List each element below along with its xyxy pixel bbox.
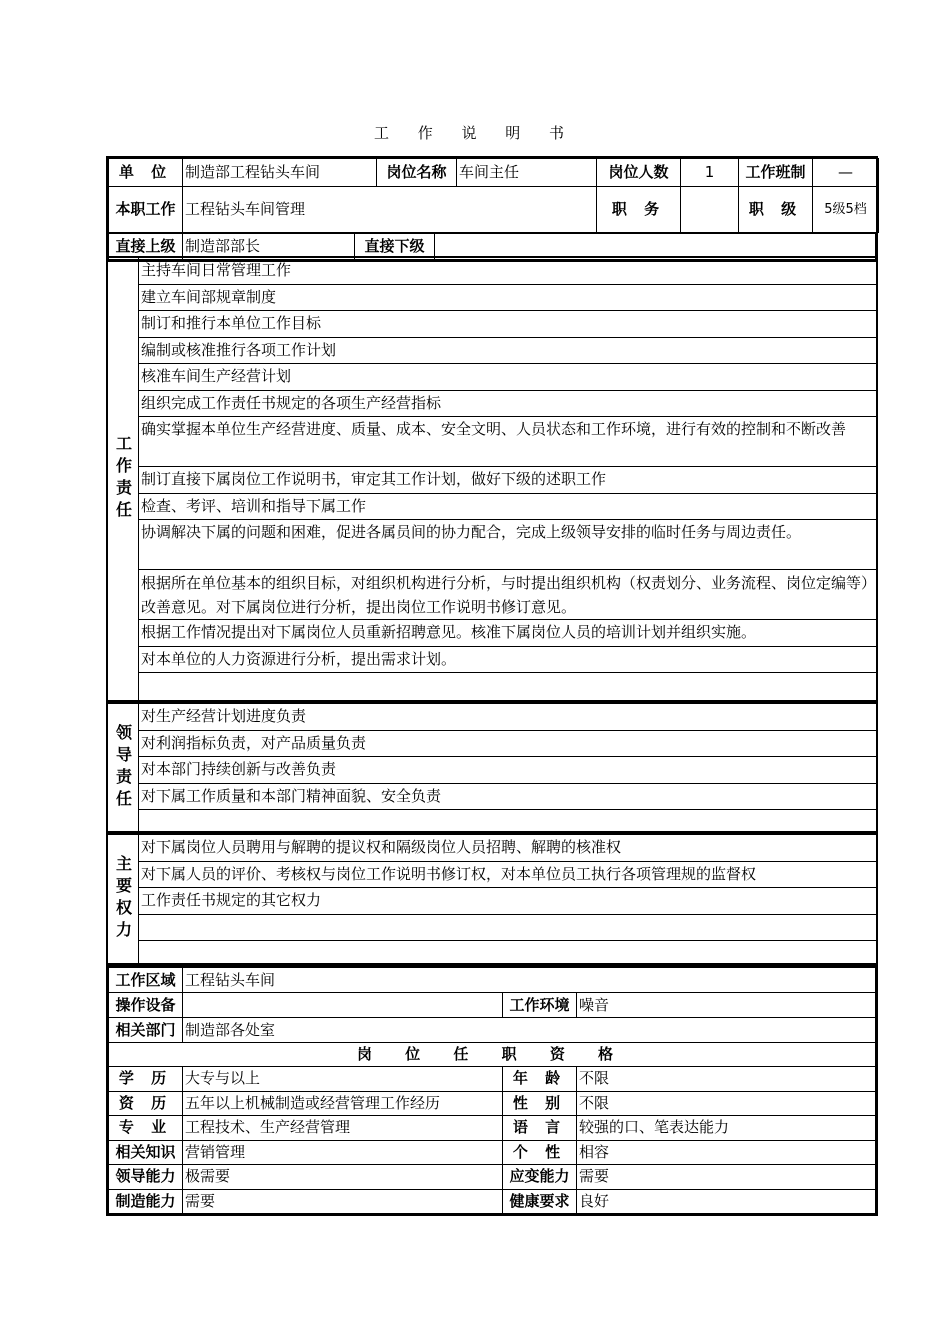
- qual-value: 需要: [577, 1165, 876, 1190]
- qual-label: 应变能力: [503, 1165, 577, 1190]
- equipment-value: [183, 993, 503, 1018]
- list-item: 对下属人员的评价、考核权与岗位工作说明书修订权，对本单位员工执行各项管理规的监督权: [139, 862, 876, 889]
- qual-label: 学 历: [109, 1067, 183, 1092]
- job-value: 工程钻头车间管理: [183, 187, 597, 233]
- headcount-value: 1: [681, 159, 739, 187]
- list-item: 组织完成工作责任书规定的各项生产经营指标: [139, 391, 876, 418]
- superior-value: 制造部部长: [183, 234, 355, 260]
- qual-value: 良好: [577, 1189, 876, 1214]
- list-item: 对本部门持续创新与改善负责: [139, 757, 876, 784]
- qual-label: 领导能力: [109, 1165, 183, 1190]
- list-item: [139, 941, 876, 968]
- list-item: 制订直接下属岗位工作说明书，审定其工作计划，做好下级的述职工作: [139, 467, 876, 494]
- list-item: 根据所在单位基本的组织目标，对组织机构进行分析，与时提出组织机构（权责划分、业务流程、岗位定编等）改善意见。对下属岗位进行分析，提出岗位工作说明书修订意见。: [139, 570, 876, 620]
- qual-value: 营销管理: [183, 1140, 503, 1165]
- qual-label: 性 别: [503, 1091, 577, 1116]
- authority-block: [106, 833, 878, 965]
- qual-label: 个 性: [503, 1140, 577, 1165]
- post-name-label: 岗位名称: [377, 159, 457, 187]
- job-label: 本职工作: [109, 187, 183, 233]
- qual-label: 制造能力: [109, 1189, 183, 1214]
- superior-label: 直接上级: [109, 234, 183, 260]
- list-item: 根据工作情况提出对下属岗位人员重新招聘意见。核准下属岗位人员的培训计划并组织实施。: [139, 620, 876, 647]
- dept-value: 制造部各处室: [183, 1018, 876, 1043]
- qual-label: 健康要求: [503, 1189, 577, 1214]
- list-item: 工作责任书规定的其它权力: [139, 888, 876, 915]
- list-item: 检查、考评、培训和指导下属工作: [139, 494, 876, 521]
- list-item: [139, 673, 876, 700]
- list-item: 对本单位的人力资源进行分析，提出需求计划。: [139, 647, 876, 674]
- list-item: 主持车间日常管理工作: [139, 258, 876, 285]
- env-value: 噪音: [577, 993, 876, 1018]
- post-name-value: 车间主任: [457, 159, 597, 187]
- qual-value: 较强的口、笔表达能力: [577, 1116, 876, 1141]
- leadership-list: [139, 704, 876, 837]
- dept-label: 相关部门: [109, 1018, 183, 1043]
- qual-value: 五年以上机械制造或经营管理工作经历: [183, 1091, 503, 1116]
- qual-label: 年 龄: [503, 1067, 577, 1092]
- environment-table: [108, 967, 876, 1214]
- env-label: 工作环境: [503, 993, 577, 1018]
- headcount-label: 岗位人数: [597, 159, 681, 187]
- list-item: 确实掌握本单位生产经营进度、质量、成本、安全文明、人员状态和工作环境，进行有效的控制和不断改善: [139, 417, 876, 467]
- area-label: 工作区域: [109, 968, 183, 993]
- list-item: 制订和推行本单位工作目标: [139, 311, 876, 338]
- header-table: [108, 158, 879, 233]
- qual-label: 相关知识: [109, 1140, 183, 1165]
- qual-label: 语 言: [503, 1116, 577, 1141]
- qual-value: 工程技术、生产经营管理: [183, 1116, 503, 1141]
- list-item: 对下属工作质量和本部门精神面貌、安全负责: [139, 784, 876, 811]
- shift-value: —: [813, 159, 879, 187]
- qual-label: 资 历: [109, 1091, 183, 1116]
- header-block: [106, 156, 878, 262]
- qual-value: 不限: [577, 1091, 876, 1116]
- grade-value: 5级5档: [813, 187, 879, 233]
- unit-label: 单 位: [109, 159, 183, 187]
- responsibilities-label: 工作责任: [108, 258, 139, 700]
- shift-label: 工作班制: [739, 159, 813, 187]
- list-item: [139, 915, 876, 942]
- qual-value: 相容: [577, 1140, 876, 1165]
- subordinate-label: 直接下级: [355, 234, 435, 260]
- leadership-label: 领导责任: [108, 704, 139, 831]
- list-item: 核准车间生产经营计划: [139, 364, 876, 391]
- list-item: 编制或核准推行各项工作计划: [139, 338, 876, 365]
- responsibilities-block: [106, 256, 878, 702]
- list-item: 对利润指标负责，对产品质量负责: [139, 731, 876, 758]
- qual-value: 大专与以上: [183, 1067, 503, 1092]
- qualifications-heading: 岗 位 任 职 资 格: [109, 1043, 876, 1067]
- environment-block: [106, 965, 878, 1216]
- list-item: 对生产经营计划进度负责: [139, 704, 876, 731]
- qual-value: 不限: [577, 1067, 876, 1092]
- qual-label: 专 业: [109, 1116, 183, 1141]
- list-item: 对下属岗位人员聘用与解聘的提议权和隔级岗位人员招聘、解聘的核准权: [139, 835, 876, 862]
- qual-value: 需要: [183, 1189, 503, 1214]
- qual-value: 极需要: [183, 1165, 503, 1190]
- equipment-label: 操作设备: [109, 993, 183, 1018]
- list-item: 建立车间部规章制度: [139, 285, 876, 312]
- grade-label: 职 级: [739, 187, 813, 233]
- leadership-block: [106, 702, 878, 833]
- page-title: 工 作 说 明 书: [373, 124, 577, 142]
- responsibilities-list: [139, 258, 876, 700]
- authority-label: 主要权力: [108, 835, 139, 963]
- authority-list: [139, 835, 876, 968]
- duty-label: 职 务: [597, 187, 681, 233]
- area-value: 工程钻头车间: [183, 968, 876, 993]
- duty-value: [681, 187, 739, 233]
- unit-value: 制造部工程钻头车间: [183, 159, 377, 187]
- list-item: 协调解决下属的问题和困难，促进各属员间的协力配合，完成上级领导安排的临时任务与周边责任。: [139, 520, 876, 570]
